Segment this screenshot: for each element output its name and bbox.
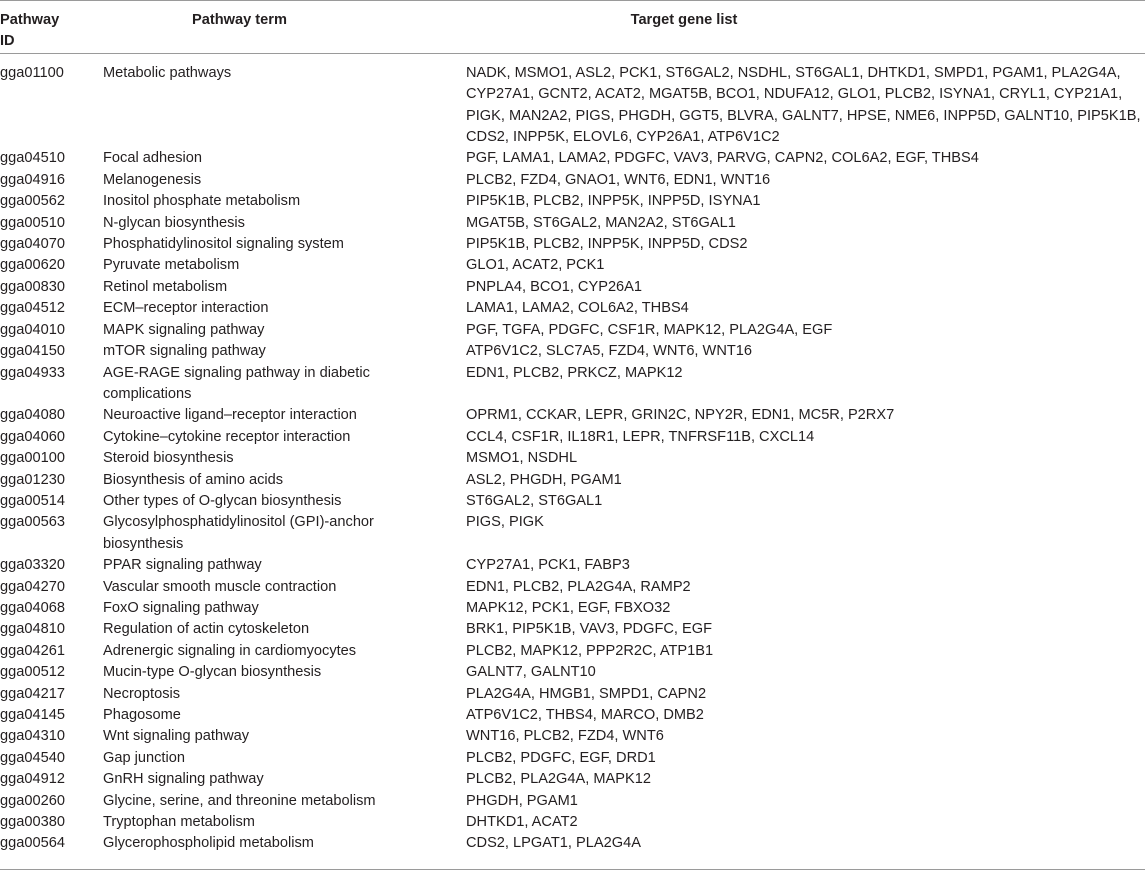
- target-gene-list-cell: MGAT5B, ST6GAL2, MAN2A2, ST6GAL1: [466, 214, 736, 231]
- target-gene-list-cell: ATP6V1C2, THBS4, MARCO, DMB2: [466, 707, 704, 723]
- pathway-id-cell: gga04010: [0, 321, 65, 338]
- pathway-id-cell: gga00512: [0, 664, 65, 681]
- pathway-term-cell: mTOR signaling pathway: [103, 343, 266, 360]
- table-row: [0, 598, 1145, 619]
- pathway-term-cell: ECM–receptor interaction: [103, 300, 269, 317]
- pathway-term-cell: AGE-RAGE signaling pathway in diabetic complications: [103, 364, 370, 402]
- pathway-id-cell: gga00830: [0, 278, 65, 295]
- pathway-id-cell: gga04933: [0, 364, 65, 381]
- table-row: [0, 320, 1145, 341]
- table-row: [0, 53, 1145, 148]
- pathway-id-cell: gga00380: [0, 814, 65, 831]
- target-gene-list-cell: PLCB2, PDGFC, EGF, DRD1: [466, 749, 656, 766]
- pathway-term-cell: Phosphatidylinositol signaling system: [103, 236, 344, 253]
- target-gene-list-cell: LAMA1, LAMA2, COL6A2, THBS4: [466, 300, 689, 317]
- pathway-id-cell: gga00563: [0, 514, 65, 531]
- pathway-term-cell: Necroptosis: [103, 685, 181, 702]
- target-gene-list-cell: ST6GAL2, ST6GAL1: [466, 492, 603, 509]
- table-row: [0, 170, 1145, 191]
- target-gene-list-cell: DHTKD1, ACAT2: [466, 814, 578, 831]
- pathway-id-cell: gga01100: [0, 64, 64, 81]
- table-row: [0, 662, 1145, 683]
- header-pathway-term: Pathway term: [103, 1, 466, 54]
- target-gene-list-cell: PIGS, PIGK: [466, 514, 544, 531]
- table-row: [0, 341, 1145, 362]
- target-gene-list-cell: EDN1, PLCB2, PLA2G4A, RAMP2: [466, 578, 691, 595]
- target-gene-list-cell: CDS2, LPGAT1, PLA2G4A: [466, 835, 641, 852]
- target-gene-list-cell: CCL4, CSF1R, IL18R1, LEPR, TNFRSF11B, CXCL14: [466, 428, 815, 445]
- header-target-gene-list: Target gene list: [466, 1, 1145, 54]
- table-row: [0, 148, 1145, 169]
- pathway-term-cell: Neuroactive ligand–receptor interaction: [103, 407, 357, 424]
- table-row: [0, 833, 1145, 861]
- pathway-id-cell: gga01230: [0, 471, 65, 488]
- pathway-id-cell: gga00510: [0, 214, 65, 231]
- table-row: [0, 641, 1145, 662]
- target-gene-list-cell: CYP27A1, PCK1, FABP3: [466, 557, 630, 574]
- header-pathway-id: Pathway ID: [0, 1, 103, 54]
- table-header: [0, 1, 1145, 54]
- table-row: [0, 684, 1145, 705]
- target-gene-list-cell: PIP5K1B, PLCB2, INPP5K, INPP5D, ISYNA1: [466, 193, 761, 210]
- target-gene-list-cell: PNPLA4, BCO1, CYP26A1: [466, 278, 643, 295]
- pathway-id-cell: gga04310: [0, 728, 65, 745]
- pathway-term-cell: Glycosylphosphatidylinositol (GPI)-anchor biosynthesis: [103, 514, 374, 552]
- header-row: [0, 1, 1145, 54]
- pathway-term-cell: FoxO signaling pathway: [103, 599, 259, 616]
- pathway-term-cell: Adrenergic signaling in cardiomyocytes: [103, 642, 357, 659]
- pathway-id-cell: gga04080: [0, 407, 65, 424]
- pathway-id-cell: gga00100: [0, 450, 65, 467]
- target-gene-list-cell: PGF, LAMA1, LAMA2, PDGFC, VAV3, PARVG, CAPN2, COL6A2, EGF, THBS4: [466, 150, 979, 167]
- pathway-id-cell: gga04145: [0, 707, 65, 723]
- pathway-id-cell: gga04217: [0, 685, 65, 702]
- table-row: [0, 577, 1145, 598]
- table-row: [0, 555, 1145, 576]
- pathway-term-cell: Phagosome: [103, 707, 181, 723]
- table-row: [0, 726, 1145, 747]
- pathway-id-cell: gga04068: [0, 599, 65, 616]
- pathway-term-cell: Pyruvate metabolism: [103, 257, 240, 274]
- table-row: [0, 512, 1145, 555]
- pathway-term-cell: Regulation of actin cytoskeleton: [103, 621, 310, 638]
- table-row: [0, 470, 1145, 491]
- table-row: [0, 769, 1145, 790]
- pathway-term-cell: Other types of O-glycan biosynthesis: [103, 492, 342, 509]
- target-gene-list-cell: PGF, TGFA, PDGFC, CSF1R, MAPK12, PLA2G4A, EGF: [466, 321, 833, 338]
- pathway-id-cell: gga04270: [0, 578, 65, 595]
- pathway-id-cell: gga04070: [0, 236, 65, 253]
- target-gene-list-cell: PLCB2, FZD4, GNAO1, WNT6, EDN1, WNT16: [466, 171, 771, 188]
- pathway-term-cell: Glycerophospholipid metabolism: [103, 835, 314, 852]
- target-gene-list-cell: BRK1, PIP5K1B, VAV3, PDGFC, EGF: [466, 621, 713, 638]
- table-row: [0, 619, 1145, 640]
- pathway-term-cell: Inositol phosphate metabolism: [103, 193, 301, 210]
- pathway-id-cell: gga04261: [0, 642, 65, 659]
- pathway-term-cell: GnRH signaling pathway: [103, 771, 264, 788]
- pathway-term-cell: N-glycan biosynthesis: [103, 214, 245, 231]
- pathway-id-cell: gga04512: [0, 300, 65, 317]
- target-gene-list-cell: ATP6V1C2, SLC7A5, FZD4, WNT6, WNT16: [466, 343, 753, 360]
- table-row: [0, 427, 1145, 448]
- table-body: [0, 53, 1145, 862]
- pathway-id-cell: gga04810: [0, 621, 65, 638]
- table-row: [0, 791, 1145, 812]
- pathway-term-cell: Steroid biosynthesis: [103, 450, 234, 467]
- table-row: [0, 748, 1145, 769]
- target-gene-list-cell: PLCB2, PLA2G4A, MAPK12: [466, 771, 651, 788]
- pathway-term-cell: Gap junction: [103, 749, 185, 766]
- pathway-term-cell: Metabolic pathways: [103, 64, 232, 81]
- pathway-term-cell: Glycine, serine, and threonine metabolism: [103, 792, 376, 809]
- pathway-id-cell: gga00562: [0, 193, 65, 210]
- pathway-id-cell: gga04912: [0, 771, 65, 788]
- target-gene-list-cell: PHGDH, PGAM1: [466, 792, 578, 809]
- target-gene-list-cell: GLO1, ACAT2, PCK1: [466, 257, 605, 274]
- pathway-id-cell: gga04916: [0, 171, 65, 188]
- table-row: [0, 277, 1145, 298]
- target-gene-list-cell: PIP5K1B, PLCB2, INPP5K, INPP5D, CDS2: [466, 236, 748, 253]
- table-row: [0, 298, 1145, 319]
- pathway-id-cell: gga00260: [0, 792, 65, 809]
- target-gene-list-cell: PLA2G4A, HMGB1, SMPD1, CAPN2: [466, 685, 707, 702]
- pathway-term-cell: PPAR signaling pathway: [103, 557, 262, 574]
- table-row: [0, 448, 1145, 469]
- target-gene-list-cell: WNT16, PLCB2, FZD4, WNT6: [466, 728, 664, 745]
- pathway-id-cell: gga04060: [0, 428, 65, 445]
- target-gene-list-cell: EDN1, PLCB2, PRKCZ, MAPK12: [466, 364, 683, 381]
- table-bottom-rule: [0, 869, 1145, 870]
- table-row: [0, 491, 1145, 512]
- pathway-term-cell: Biosynthesis of amino acids: [103, 471, 284, 488]
- table-row: [0, 405, 1145, 426]
- target-gene-list-cell: MAPK12, PCK1, EGF, FBXO32: [466, 599, 671, 616]
- target-gene-list-cell: OPRM1, CCKAR, LEPR, GRIN2C, NPY2R, EDN1, MC5R, P2RX7: [466, 407, 895, 424]
- pathway-term-cell: Mucin-type O-glycan biosynthesis: [103, 664, 322, 681]
- table-row: [0, 363, 1145, 406]
- pathway-term-cell: Wnt signaling pathway: [103, 728, 250, 745]
- target-gene-list-cell: PLCB2, MAPK12, PPP2R2C, ATP1B1: [466, 642, 714, 659]
- table-row: [0, 213, 1145, 234]
- pathway-term-cell: Melanogenesis: [103, 171, 202, 188]
- target-gene-list-cell: GALNT7, GALNT10: [466, 664, 596, 681]
- pathway-id-cell: gga00564: [0, 835, 65, 852]
- pathway-id-cell: gga04150: [0, 343, 65, 360]
- pathway-id-cell: gga04510: [0, 150, 65, 167]
- pathway-id-cell: gga00620: [0, 257, 65, 274]
- table-row: [0, 812, 1145, 833]
- pathway-term-cell: Retinol metabolism: [103, 278, 228, 295]
- table-row: [0, 705, 1145, 726]
- pathway-term-cell: Focal adhesion: [103, 150, 202, 167]
- table-row: [0, 255, 1145, 276]
- table-row: [0, 191, 1145, 212]
- pathway-term-cell: Tryptophan metabolism: [103, 814, 255, 831]
- pathway-id-cell: gga00514: [0, 492, 65, 509]
- pathway-term-cell: Cytokine–cytokine receptor interaction: [103, 428, 351, 445]
- table-row: [0, 234, 1145, 255]
- pathway-term-cell: Vascular smooth muscle contraction: [103, 578, 337, 595]
- pathway-id-cell: gga03320: [0, 557, 65, 574]
- pathway-term-cell: MAPK signaling pathway: [103, 321, 265, 338]
- target-gene-list-cell: ASL2, PHGDH, PGAM1: [466, 471, 622, 488]
- target-gene-list-cell: NADK, MSMO1, ASL2, PCK1, ST6GAL2, NSDHL, ST6GAL1, DHTKD1, SMPD1, PGAM1, PLA2G4A, CYP27A1, GCNT2, ACAT2, MGAT5B, BCO1, NDUFA12, GLO1, PLCB2, ISYNA1, CRYL1, CYP21A1, PIGK, MAN2A2, PIGS, PHGDH, GGT5, BLVRA, GALNT7, HPSE, NME6, INPP5D, GALNT10, PIP5K1B, CDS2, INPP5K, ELOVL6, CYP26A1, ATP6V1C2: [466, 64, 1141, 146]
- target-gene-list-cell: MSMO1, NSDHL: [466, 450, 578, 467]
- pathway-id-cell: gga04540: [0, 749, 65, 766]
